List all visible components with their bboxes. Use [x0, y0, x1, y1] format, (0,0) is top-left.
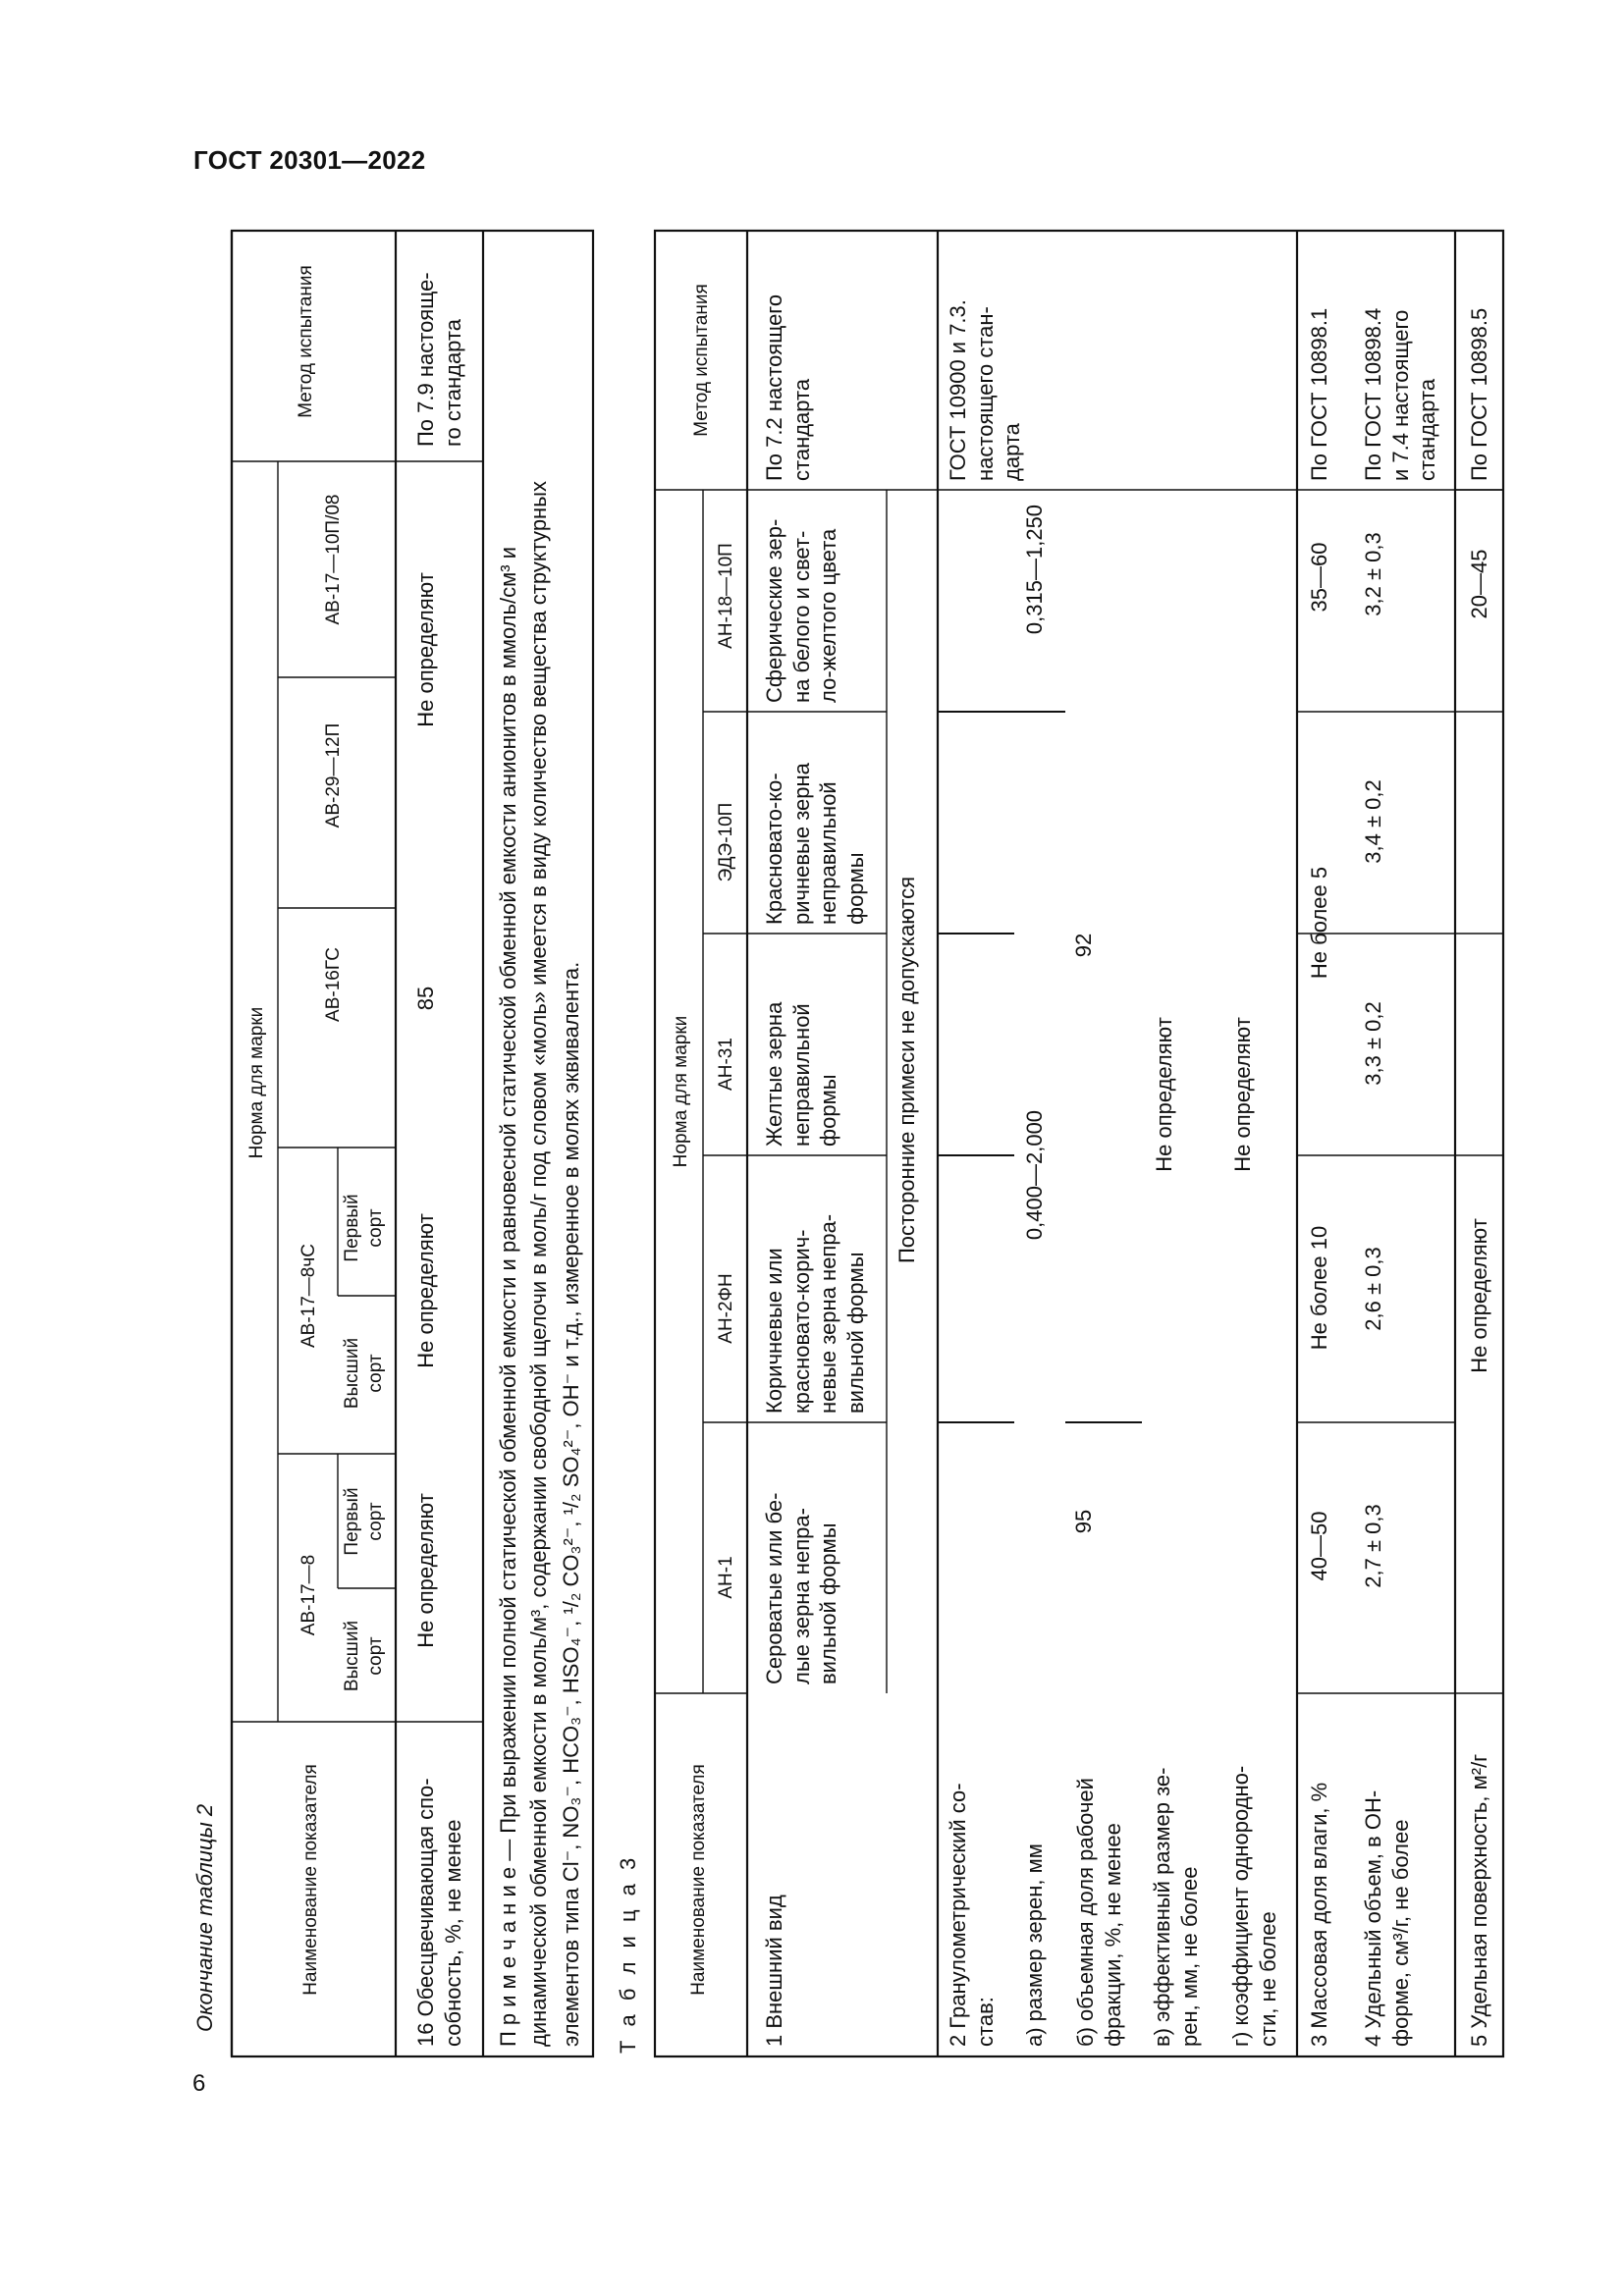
- t3-r3-an2fn: Не более 10: [1307, 1225, 1331, 1351]
- t3-brand-an1: АН-1: [716, 1556, 736, 1599]
- t2-grade-high-1: Высший сорт: [342, 1620, 386, 1692]
- t2-note-line2: динамической обменной емкости в моль/м³, содержании свободной щелочи в моль/г под словом «моль» имеется в виду количество вещества структурных: [526, 480, 551, 2047]
- t2-brand-av16gs: АВ-16ГС: [323, 947, 344, 1022]
- t2-brand-av17-8: АВ-17—8: [298, 1554, 319, 1636]
- t3-brand-ede10p: ЭДЭ-10П: [716, 802, 736, 882]
- t3-r2a-name: а) размер зерен, мм: [1022, 1843, 1047, 2047]
- t3-r4-an18: 3,2 ± 0,3: [1361, 532, 1385, 616]
- t3-r2b-an1: 95: [1071, 1509, 1096, 1534]
- t3-r1-an18: Сферические зер- на белого и свет- ло-желтого цвета: [762, 518, 841, 703]
- t3-r5-method: По ГОСТ 10898.5: [1467, 307, 1491, 481]
- t2-row16-av16gs: 85: [413, 986, 438, 1011]
- t2-grade-first-1: Первый сорт: [342, 1487, 386, 1556]
- t3-brand-an2fn: АН-2ФН: [716, 1273, 736, 1344]
- t2-row16-method: По 7.9 настояще- го стандарта: [413, 272, 465, 447]
- t3-r5-val: Не определяют: [1467, 1218, 1491, 1373]
- t3-r2b-name: б) объемная доля рабочей фракции, %, не менее: [1073, 1778, 1125, 2047]
- t3-r1-an31: Желтые зерна неправильной формы: [762, 1001, 841, 1147]
- t3-r1-an1: Сероватые или бе- лые зерна непра- вильной формы: [762, 1492, 841, 1684]
- t3-r4-ede10p: 3,4 ± 0,2: [1361, 779, 1385, 864]
- t3-r2-method: ГОСТ 10900 и 7.3. настоящего стан- дарта: [946, 299, 1025, 481]
- t3-r2-name: 2 Гранулометрический со- став:: [946, 1783, 998, 2047]
- t3-r4-method: По ГОСТ 10898.4 и 7.4 настоящего стандарта: [1361, 307, 1440, 481]
- t2-row16-av17-8: Не определяют: [413, 1493, 438, 1648]
- t3-r2a-val-an18: 0,315—1,250: [1022, 504, 1047, 635]
- t3-r2c-name: в) эффективный размер зе- рен, мм, не более: [1150, 1767, 1202, 2047]
- t2-note-line3: элементов типа Cl⁻, NO₃⁻, HCO₃⁻, HSO₄⁻, ¹/₂ CO₃²⁻, ¹/₂ SO₄²⁻, OH⁻ и т.д., измеренное в молях эквивалента.: [559, 961, 583, 2047]
- t3-head-norm: Норма для марки: [671, 1015, 691, 1168]
- t2-head-method: Метод испытания: [296, 265, 316, 418]
- t2-grade-high-2: Высший сорт: [342, 1337, 386, 1410]
- t3-r2c-val: Не определяют: [1152, 1017, 1176, 1172]
- t3-r4-an1: 2,7 ± 0,3: [1361, 1504, 1385, 1588]
- page-number: 6: [192, 2070, 206, 2097]
- t3-r1-ede10p: Красновато-ко- ричневые зерна неправильной формы: [762, 763, 869, 925]
- t3-r1-method: По 7.2 настоящего стандарта: [762, 294, 814, 481]
- t3-head-name: Наименование показателя: [688, 1764, 709, 1996]
- t2-head-norm: Норма для марки: [246, 1006, 267, 1159]
- t3-r3-an18: 35—60: [1307, 542, 1331, 613]
- t2-head-name: Наименование показателя: [300, 1764, 321, 1996]
- t3-r3-name: 3 Массовая доля влаги, %: [1307, 1782, 1331, 2047]
- t3-brand-an18: АН-18—10П: [716, 543, 736, 649]
- t2-note-line1: П р и м е ч а н и е — При выражении полной статической обменной емкости и равновесной статической обменной емкости анионитов в ммоль/см³ и: [496, 547, 520, 2047]
- t3-r4-an31: 3,3 ± 0,2: [1361, 1001, 1385, 1086]
- table3-caption: Т а б л и ц а 3: [616, 1853, 640, 2054]
- table2-caption: Окончание таблицы 2: [192, 1803, 217, 2032]
- t3-r3-an1: 40—50: [1307, 1511, 1331, 1581]
- t3-r1-an2fn: Коричневые или красновато-корич- невые зерна непра- вильной формы: [762, 1213, 869, 1414]
- document-header: ГОСТ 20301—2022: [193, 145, 426, 175]
- t3-r1-name: 1 Внешний вид: [762, 1895, 786, 2047]
- t3-r5-name: 5 Удельная поверхность, м²/г: [1467, 1753, 1491, 2047]
- t3-r3-method: По ГОСТ 10898.1: [1307, 307, 1331, 481]
- t3-r4-name: 4 Удельный объем, в ОН- форме, см³/г, не более: [1361, 1789, 1413, 2047]
- t3-brand-an31: АН-31: [716, 1038, 736, 1091]
- t3-r2b-rest: 92: [1071, 933, 1096, 958]
- t2-row16-av17-8chs: Не определяют: [413, 1213, 438, 1368]
- t2-brand-av17-8chs: АВ-17—8чС: [298, 1244, 319, 1348]
- t2-grade-first-2: Первый сорт: [342, 1194, 386, 1262]
- t3-r2a-val: 0,400—2,000: [1022, 1109, 1047, 1241]
- t2-brand-av29: АВ-29—12П: [323, 722, 344, 828]
- t3-head-method: Метод испытания: [691, 284, 712, 437]
- t3-r2d-val: Не определяют: [1230, 1017, 1255, 1172]
- t3-r2d-name: г) коэффициент однородно- сти, не более: [1228, 1765, 1280, 2047]
- t3-r1-impurity: Посторонние примеси не допускаются: [894, 876, 919, 1264]
- t3-r3-an31-ede: Не более 5: [1307, 866, 1331, 980]
- t3-r5-an18: 20—45: [1467, 549, 1491, 619]
- t2-row16-name: 16 Обесцвечивающая спо- собность, %, не менее: [413, 1778, 465, 2047]
- t3-r4-an2fn: 2,6 ± 0,3: [1361, 1247, 1385, 1331]
- t2-brand-av17-10p: АВ-17—10П/08: [323, 494, 344, 625]
- t2-row16-rest: Не определяют: [413, 572, 438, 727]
